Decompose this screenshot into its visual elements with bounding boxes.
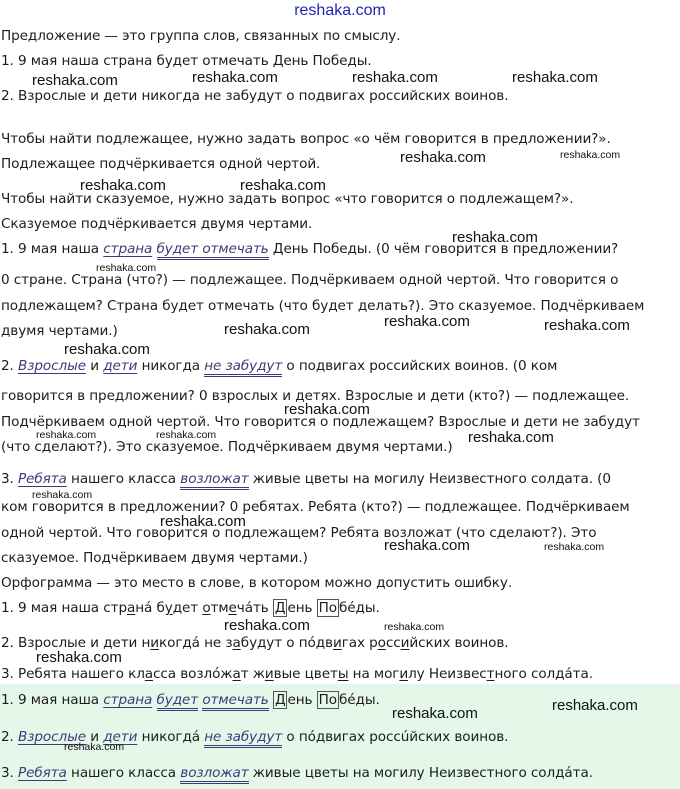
analysis2-line3: Подчёркиваем одной чертой. Что говорится о подлежащем? Взрослые и дети не забудут xyxy=(1,414,640,430)
middle-text: нашего класса xyxy=(71,765,177,781)
site-title[interactable]: reshaka.com xyxy=(294,2,386,19)
watermark: reshaka.com xyxy=(352,69,438,86)
capital-letter-box: Д xyxy=(274,692,286,708)
predicate-word: не забудут xyxy=(204,358,282,377)
analysis3-line1 xyxy=(1,469,676,489)
watermark: reshaka.com xyxy=(156,429,217,441)
subject-word: Ребята xyxy=(18,765,67,781)
orthogram-sentence-3: 3. Ребята нашего класса возлóжат живые цветы на могилу Неизвестного солдáта. xyxy=(1,666,593,682)
watermark: reshaka.com xyxy=(544,317,630,334)
rest-text: живые цветы на могилу Неизвестного солдáта. xyxy=(252,765,593,781)
orthogram-definition: Орфограмма — это место в слове, в котором можно допустить ошибку. xyxy=(1,575,513,591)
number: 2. xyxy=(1,729,14,745)
rest-text: День Победы. (0 чём говорится в предложении? xyxy=(272,241,619,257)
adverb: никогда xyxy=(141,358,200,374)
watermark: reshaka.com xyxy=(224,321,310,338)
number: 1. 9 мая наша xyxy=(1,692,100,708)
watermark: reshaka.com xyxy=(36,649,122,666)
analysis1-line4: двумя чертами.) xyxy=(1,323,118,339)
watermark: reshaka.com xyxy=(284,401,370,418)
watermark: reshaka.com xyxy=(64,341,150,358)
predicate-word: не забудут xyxy=(204,729,282,748)
rule-predicate-mark: Сказуемое подчёркивается двумя чертами. xyxy=(1,216,313,232)
watermark: reshaka.com xyxy=(32,72,118,89)
predicate-word-1: будет xyxy=(157,692,199,711)
predicate-word: возложат xyxy=(180,765,248,784)
analysis3-line4: сказуемое. Подчёркиваем двумя чертами.) xyxy=(1,550,308,566)
watermark: reshaka.com xyxy=(468,429,554,446)
predicate-word: будет отмечать xyxy=(157,241,269,260)
analysis1-line1 xyxy=(1,239,676,259)
task-sentence-2: 2. Взрослые и дети никогда не забудут о подвигах российских воинов. xyxy=(1,88,509,104)
watermark: reshaka.com xyxy=(384,313,470,330)
subject-word-1: Взрослые xyxy=(18,358,86,374)
analysis2-line2: говорится в предложении? 0 взрослых и детях. Взрослые и дети (кто?) — подлежащее. xyxy=(1,388,630,404)
definition-sentence: Предложение — это группа слов, связанных по смыслу. xyxy=(1,28,401,44)
subject-word: страна xyxy=(103,692,153,708)
watermark: reshaka.com xyxy=(560,149,621,161)
watermark: reshaka.com xyxy=(160,513,246,530)
watermark: reshaka.com xyxy=(240,177,326,194)
rule-predicate-question: Чтобы найти сказуемое, нужно задать вопрос «что говорится о подлежащем?». xyxy=(1,191,574,207)
subject-word-1: Взрослые xyxy=(18,729,86,745)
word-rest: ень xyxy=(287,692,313,708)
subject-word-2: дети xyxy=(103,358,138,374)
rest-text: о пóдвигах россúйских воинов. xyxy=(286,729,509,745)
rest-text: живые цветы на могилу Неизвестного солдата. (0 xyxy=(252,471,611,487)
middle-text: нашего класса xyxy=(71,471,177,487)
watermark: reshaka.com xyxy=(400,149,486,166)
analysis1-line2: 0 стране. Страна (что?) — подлежащее. Подчёркиваем одной чертой. Что говорится о xyxy=(1,272,619,288)
watermark: reshaka.com xyxy=(192,69,278,86)
rest-text: о подвигах российских воинов. (0 ком xyxy=(286,358,558,374)
watermark: reshaka.com xyxy=(384,537,470,554)
watermark: reshaka.com xyxy=(36,429,97,441)
watermark: reshaka.com xyxy=(544,541,605,553)
watermark: reshaka.com xyxy=(512,69,598,86)
analysis3-line2: ком говорится в предложении? 0 ребятах. Ребята (кто?) — подлежащее. Подчёркиваем xyxy=(1,499,630,515)
adverb: никогдá xyxy=(141,729,200,745)
final-sentence-3 xyxy=(1,763,676,783)
task-sentence-1: 1. 9 мая наша страна будет отмечать День Победы. xyxy=(1,53,372,69)
analysis1-line3: подлежащем? Страна будет отмечать (что будет делать?). Это сказуемое. Подчёркиваем xyxy=(1,298,645,314)
analysis2-line4: (что сделают?). Это сказуемое. Подчёркиваем двумя чертами.) xyxy=(1,439,453,455)
predicate-word: возложат xyxy=(180,471,248,490)
analysis3-line3: одной чертой. Что говорится о подлежащем? Ребята возложат (что сделают?). Это xyxy=(1,525,597,541)
watermark: reshaka.com xyxy=(224,617,310,634)
word-rest: бéды. xyxy=(339,692,380,708)
rule-subject-question: Чтобы найти подлежащее, нужно задать вопрос «о чём говорится в предложении?». xyxy=(1,131,611,147)
conjunction: и xyxy=(90,358,99,374)
watermark: reshaka.com xyxy=(552,697,638,714)
watermark: reshaka.com xyxy=(384,621,445,633)
watermark: reshaka.com xyxy=(392,705,478,722)
number: 1. 9 мая наша xyxy=(1,241,100,257)
orthogram-sentence-1: 1. 9 мая наша странá будет отмечáть Д ень По бéды. xyxy=(1,600,380,616)
watermark: reshaka.com xyxy=(80,177,166,194)
subject-word: Ребята xyxy=(18,471,67,487)
subject-word-2: дети xyxy=(103,729,138,745)
watermark: reshaka.com xyxy=(32,489,93,501)
watermark: reshaka.com xyxy=(96,262,157,274)
analysis2-line1 xyxy=(1,356,676,376)
predicate-word-2: отмечать xyxy=(202,692,268,711)
watermark: reshaka.com xyxy=(64,741,125,753)
number: 2. xyxy=(1,358,14,374)
number: 3. xyxy=(1,765,14,781)
subject-word: страна xyxy=(103,241,153,257)
capital-letter-box: По xyxy=(318,692,338,708)
orthogram-sentence-2: 2. Взрослые и дети никогдá не забудут о пóдвигах российских воинов. xyxy=(1,635,509,651)
watermark: reshaka.com xyxy=(452,229,538,246)
number: 3. xyxy=(1,471,14,487)
rule-subject-mark: Подлежащее подчёркивается одной чертой. xyxy=(1,156,321,172)
conjunction: и xyxy=(90,729,99,745)
